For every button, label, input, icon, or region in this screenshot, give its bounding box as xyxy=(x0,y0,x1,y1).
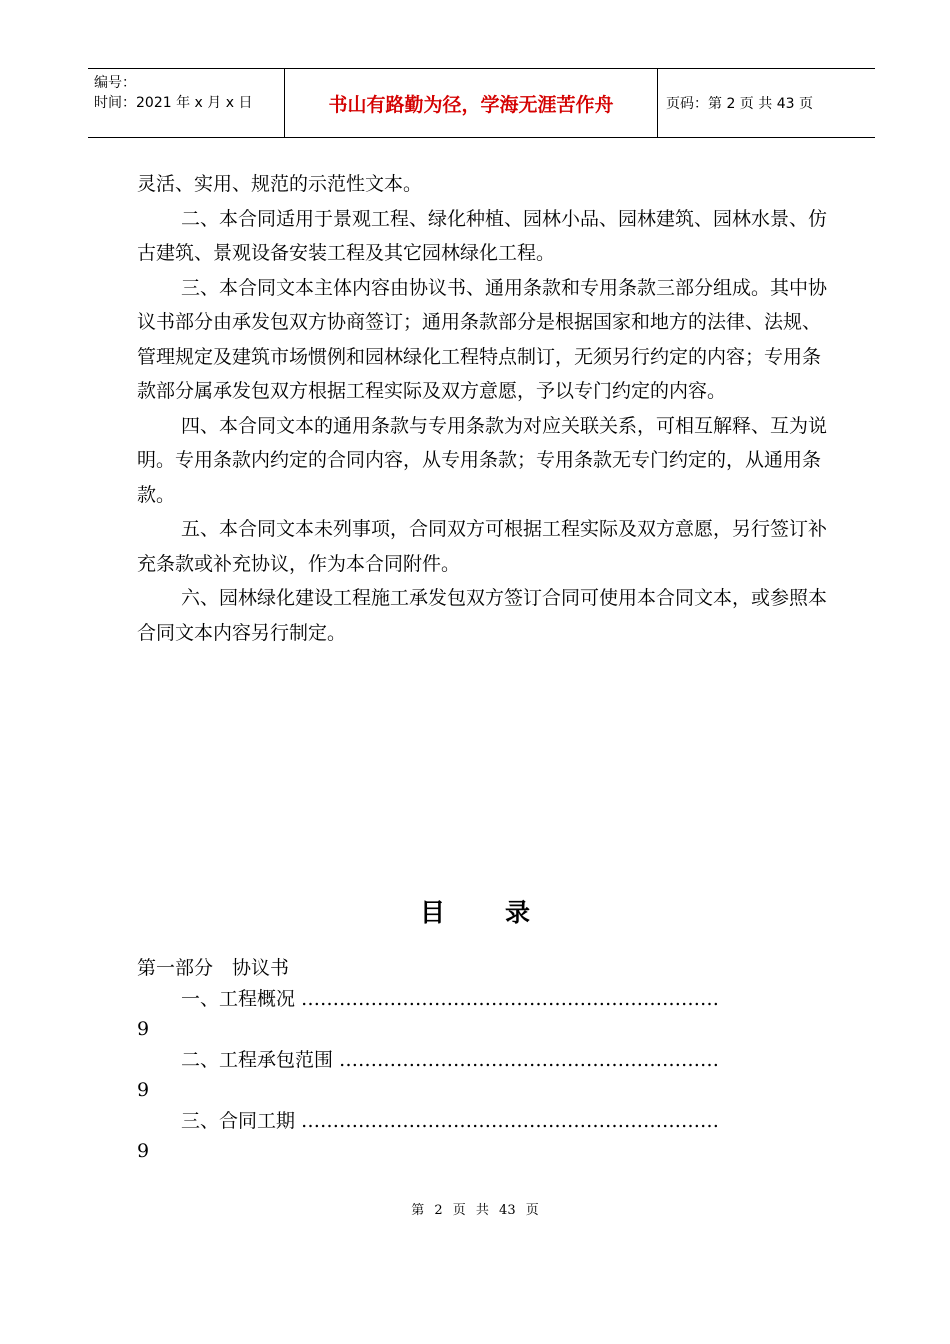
paragraph: 六、园林绿化建设工程施工承发包双方签订合同可使用本合同文本，或参照本合同文本内容另行制定。 xyxy=(137,587,828,644)
toc-title: 目录 xyxy=(419,898,590,927)
paragraph: 四、本合同文本的通用条款与专用条款为对应关联关系，可相互解释、互为说明。专用条款内约定的合同内容，从专用条款；专用条款无专门约定的，从通用条款。 xyxy=(137,414,828,506)
page-header xyxy=(88,68,875,138)
header-time: 时间：2021 年 x 月 x 日 xyxy=(94,95,253,111)
toc-entry-page: 9 xyxy=(137,1140,150,1162)
toc-leader-dots: ………………………………………………………… xyxy=(301,1109,720,1132)
paragraph: 五、本合同文本未列事项，合同双方可根据工程实际及双方意愿，另行签订补充条款或补充协议，作为本合同附件。 xyxy=(137,518,828,575)
header-page-number: 页码：第 2 页 共 43 页 xyxy=(666,96,813,112)
toc-entry-page: 9 xyxy=(137,1018,150,1040)
toc-leader-dots: …………………………………………………… xyxy=(339,1048,720,1071)
page-footer: 第 2 页 共 43 页 xyxy=(411,1203,539,1218)
toc-leader-dots: ………………………………………………………… xyxy=(301,987,720,1010)
paragraph: 二、本合同适用于景观工程、绿化种植、园林小品、园林建筑、园林水景、仿古建筑、景观设备安装工程及其它园林绿化工程。 xyxy=(137,207,828,264)
toc-part-heading: 第一部分 协议书 xyxy=(137,957,290,979)
document-body xyxy=(137,167,827,650)
toc-entry-label: 二、工程承包范围 xyxy=(181,1048,340,1071)
toc-entry[interactable] xyxy=(137,1045,827,1076)
paragraph: 灵活、实用、规范的示范性文本。 xyxy=(137,173,423,195)
table-of-contents xyxy=(137,953,827,1167)
header-number: 编号： xyxy=(94,75,136,91)
toc-entry[interactable] xyxy=(137,1106,827,1137)
toc-entry[interactable] xyxy=(137,984,827,1015)
toc-entry-label: 一、工程概况 xyxy=(181,987,302,1010)
toc-entry-label: 三、合同工期 xyxy=(181,1109,302,1132)
toc-entry-page: 9 xyxy=(137,1079,150,1101)
header-motto: 书山有路勤为径，学海无涯苦作舟 xyxy=(285,69,658,137)
header-meta xyxy=(88,69,285,137)
paragraph: 三、本合同文本主体内容由协议书、通用条款和专用条款三部分组成。其中协议书部分由承发包双方协商签订；通用条款部分是根据国家和地方的法律、法规、管理规定及建筑市场惯例和园林绿化工程特点制订，无须另行约定的内容；专用条款部分属承发包双方根据工程实际及双方意愿，予以专门约定的内容。 xyxy=(137,276,828,402)
